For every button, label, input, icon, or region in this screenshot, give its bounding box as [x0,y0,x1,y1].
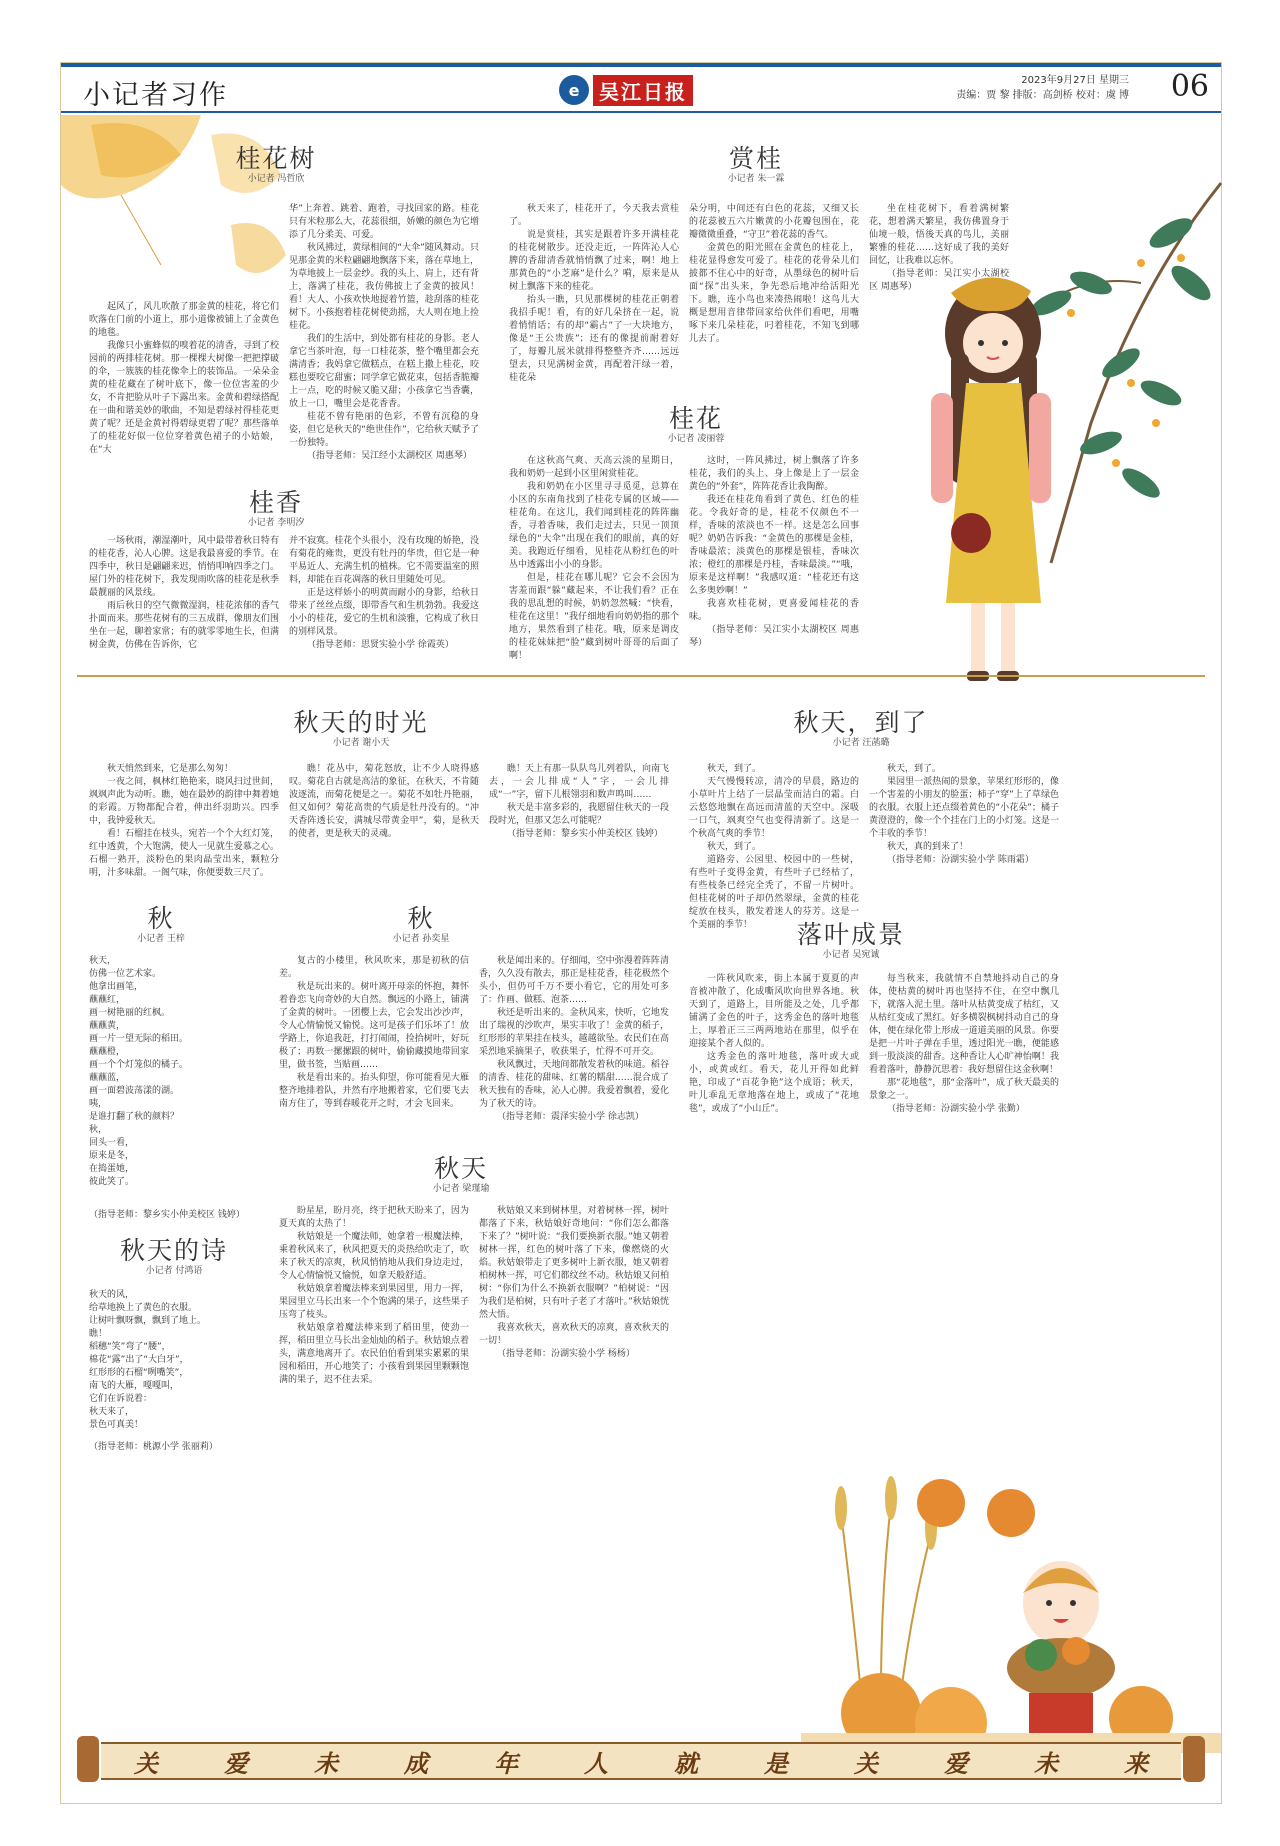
mentor-credit: （指导老师：吴江实小太湖校区 周惠琴） [869,269,1009,292]
poem-line: 画一个个灯笼似的橘子。 [89,1060,189,1070]
article-byline: 小记者 王梓 [137,934,185,944]
poem-line: 瞧！ [89,1329,108,1339]
poem-line: 红形形的石榴“咧嘴笑”， [89,1368,189,1378]
paragraph: 华”上奔着、跳着、跑着，寻找回家的路。桂花只有米粒那么大，花蕊很细，娇嫩的颜色为它增添了几分柔美、可爱。 [289,204,479,240]
article-column [289,203,479,513]
slogan-char: 关 [134,1748,158,1778]
poem-line: 秋天的风， [89,1290,135,1300]
paragraph: 秋天，真的到来了！ [887,842,969,852]
article-title: 落叶成景 [796,920,905,949]
poem-line: 蘸蘸蓝， [89,1073,126,1083]
poem-line: 秋天来了， [89,1407,135,1417]
paragraph: 我像只小蜜蜂似的嗅着花的清香，寻到了校园前的两排桂花树。那一棵棵大树像一把把撑破的伞，一簇簇的桂花像伞上的装饰品。一朵朵金黄的桂花藏在了树叶底下，像一位位害羞的少女，不肯把脸从叶子下露出来。金黄和碧绿搭配在一曲和谐美妙的歌曲，不知是碧绿衬得桂花更黄了呢？还是金黄衬得碧绿更碧了呢？那些落单了的桂花好似一位位穿着黄色裙子的小姑娘，在“大 [89,341,279,455]
slogan-char: 成 [404,1748,428,1778]
article-title: 桂花树 [235,144,317,173]
paragraph: 金黄色的阳光照在金黄色的桂花上，桂花显得愈发可爱了。桂花的花骨朵儿们披都不住心中的好奇，从墨绿色的树叶后面“探”出头来，争先恐后地冲给活阳光下。瞧，连小鸟也来凑热闹啦！这鸟儿大概是想用音律带回家给伙伴们看吧，用嘴啄下来几朵桂花，叼着桂花，不知飞到哪儿去了。 [689,243,859,344]
paragraph: 我喜欢桂花树，更喜爱闻桂花的香味。 [689,599,859,622]
slogan-char: 年 [494,1748,518,1778]
section-divider [77,675,1205,677]
article-byline: 小记者 凌丽蓉 [667,434,725,444]
paragraph: 抬头一瞧，只见那棵树的桂花正朝着我招手呢！看，有的好几朵挤在一起，说着悄悄话；有的却“霸占”了一大块地方，像是“王公贵族”；还有的像提前耐着好了，每瓣儿展米就排得整整齐齐……远远望去，只见满树金黄，再配着汗绿一着，桂花朵 [509,295,679,383]
article-column [89,301,279,509]
article-title: 秋 [147,904,175,933]
poem-line: 蘸蘸橙， [89,1047,126,1057]
poem-line: 让树叶飘呀飘，飘到了地上。 [89,1316,207,1326]
mentor-credit: （指导老师：思贤实验小学 徐霞英） [307,640,454,650]
article-column [509,203,679,413]
paragraph: 我和奶奶在小区里寻寻觅觅，总算在小区的东南角找到了桂花专属的区域——桂花角。在这儿，我们闻到桂花的阵阵幽香，寻着香味，我们走过去，只见一顶顶绿色的“大伞”出现在我们的眼前，真的好美。我跑近仔细看，见桂花从粉红色的叶丛中透露出小小的身影。 [509,482,679,570]
poem-line: 画一面碧波荡漾的湖。 [89,1086,180,1096]
editor-credits: 责编：贾 黎 排版：高剑桥 校对：虞 博 [956,90,1129,101]
paragraph: 桂花不曾有艳丽的色彩，不曾有沉稳的身姿，但它是秋天的“绝世佳作”，它给秋天赋予了一份独特。 [289,412,479,448]
paragraph: 雨后秋日的空气微微湿润，桂花浓郁的香气扑面而来。那些花树有的三五成群，像朋友们围坐在一起，聊着家常；有的就零零地生长，但满树金黄，仿佛在告诉你，它 [89,601,279,650]
article-title: 秋天，到了 [793,708,929,737]
paragraph: 一夜之间，枫林红艳艳来，晓风扫过世间，飒飒声此为动听。瞧，她在最妙的韵律中舞着她的彩霞。万物都配合着，伸出纤羽助兴。四季中，我钟爱秋天。 [89,777,279,826]
paragraph: 瞧！天上有那一队队鸟儿列着队，向南飞去，一会儿排成“人”字，一会儿排成“一”字，留下儿根翎羽和数声鸣叫…… [489,764,670,800]
article-title: 赏桂 [728,144,783,173]
poem-line: 它们在诉说着： [89,1394,153,1404]
paragraph: 秋姑娘拿着魔法棒来到了稻田里，使劲一挥，稻田里立马长出金灿灿的稻子。秋姑娘点着头，满意地离开了。农民伯伯看到果实累累的果园和稻田，开心地笑了；小孩看到果园里颗颗饱满的果子，迟不住去采。 [279,1323,469,1385]
paragraph: 秋天悄然到来，它是那么匆匆！ [107,764,234,774]
paragraph: 秋天来了，桂花开了，今天我去赏桂了。 [509,204,679,227]
poem-line: 秋， [89,1125,108,1135]
paragraph: 在这秋高气爽、天高云淡的星期日，我和奶奶一起到小区里闲赏桂花。 [509,456,679,479]
paragraph: 复古的小楼里，秋风吹来，那是初秋的信差。 [279,956,469,979]
newspaper-logo [559,75,693,105]
article-byline: 小记者 李明汐 [247,518,305,528]
footer-slogan [101,1742,1181,1780]
mentor-credit: （指导老师：汾湖实验小学 杨杨） [497,1349,635,1359]
mentor-credit: （指导老师：黎乡实小仲美校区 钱婷） [507,829,663,839]
article-column [89,763,279,891]
paragraph: 果园里一派热闹的景象，苹果红形形的，像一个害羞的小朋友的脸蛋；柿子“穿”上了草绿色的衣服。衣服上还点缀着黄色的“小花朵”；橘子黄澄澄的，像一个个挂在门上的小灯笼。这是一个丰收的季节！ [869,777,1059,839]
slogan-char: 关 [854,1748,878,1778]
poem-line: 在捣蛋她， [89,1164,135,1174]
article-column [489,763,669,891]
paragraph: 那“花地毯”，那“金落叶”，成了秋天最美的景象之一。 [869,1078,1059,1101]
scroll-end-right [1183,1736,1205,1782]
paragraph: 这时，一阵风拂过，树上飘落了许多桂花，我们的头上、身上像是上了一层金黄色的“外套”，阵阵花香让我陶醉。 [689,456,859,492]
article-column [869,973,1059,1203]
section-title: 小记者习作 [83,80,228,111]
mentor-credit: （指导老师：震泽实验小学 徐志凯） [497,1112,644,1122]
poem-line: 回头一看， [89,1138,135,1148]
paragraph: 每当秋来，我就情不自禁地抖动自己的身体，使枯黄的树叶再也坚持不住，在空中飘几下，就落入泥土里。落叶从枯黄变成了枯红，又从枯红变成了黑红。好多横裂枫树抖动自己的身体，便在绿化带上形成一道道美丽的风景。你要是把一片叶子弹在手里，透过阳光一瞧，便能感到一股淡淡的甜香。这种香让人心旷神怡啊！我看着落叶，静静沉思着：我好想留住这金秋啊！ [869,974,1059,1075]
paragraph: 坐在桂花树下，看着满树繁花，想着满天繁星，我仿佛置身于仙境一般，悟後天真的鸟儿，美丽繁雅的桂花……这好成了我的美好回忆，让我难以忘怀。 [869,204,1009,266]
poem-line: 彼此笑了。 [89,1177,135,1187]
paragraph: 正是这样娇小的明黄而耐小的身影，给秋日带来了丝丝点缀，即带香气和生机勃勃。我爱这小小的桂花，爱它的生机和淡雅，它构成了秋日的别样风景。 [289,588,479,637]
article-column [869,203,1009,333]
slogan-char: 爱 [944,1748,968,1778]
issue-meta [956,73,1129,103]
paragraph: 天气慢慢转凉，清冷的早晨，路边的小草叶片上结了一层晶莹而洁白的霜。白云悠悠地飘在高远而清蓝的天空中。深吸一口气，飒爽空气也变得清新了。这是一个秋高气爽的季节！ [689,777,859,839]
poem-line: 稻穗“笑”弯了“腰”， [89,1342,171,1352]
poem-line: 咦， [89,1099,108,1109]
paragraph: 一场秋雨，潮湿潮叶，风中最带着秋日特有的桂花香，沁人心脾。这是我最喜爱的季节。在四季中，秋日是翩翩来迟，悄悄叩响四季之门。屋门外的桂花树下，我发现雨吹落的桂花是秋季最靓丽的风景线。 [89,536,279,598]
article-column [279,1205,469,1415]
slogan-char: 是 [764,1748,788,1778]
paragraph: 秋是看出来的。抬头仰望，你可能看见大雁整齐地排着队，并然有序地搬着家，它们要飞去南方住了，等到春暖花开之时，才会飞回来。 [279,1073,469,1109]
paragraph: 朵分明，中间还有白色的花蕊，又细又长的花蕊被五六片嫩黄的小花瓣包围在，花瓣微微重叠，“守卫”着花蕊的香气。 [689,204,859,240]
paragraph: 秋风飘过，天地间都散发着秋的味道。稻谷的清香、桂花的甜味、红薯的糯甜……混合成了秋天独有的香味，沁人心脾。我爱着飘着，爱化为了秋天的诗。 [479,1060,669,1109]
poem-line: 蘸蘸黄， [89,1021,126,1031]
poem-line: 景色可真美！ [89,1420,144,1430]
paragraph: 秋姑娘拿着魔法棒来到果园里，用力一挥，果园里立马长出来一个个饱满的果子，这些果子压弯了枝头。 [279,1284,469,1320]
article-byline: 小记者 孙奕星 [392,934,450,944]
poem-line: 原来是冬， [89,1151,135,1161]
poem-line: 画一树艳丽的红枫。 [89,1008,171,1018]
paragraph: 秋风拂过，黄绿相间的“大伞”随风舞动。只见那金黄的米粒翩翩地飘落下来，落在草地上，为草地披上一层金纱。我的头上、肩上，还有背上，落满了桂花，我仿佛披上了金黄的披风！看！大人、小孩欢快地提着竹篮，趁刮落的桂花树下。小孩抱着桂花树使劲摇，大人则在地上捡桂花。 [289,243,479,331]
paragraph: 秋天，到了。 [887,764,942,774]
paragraph: 一阵秋风吹来，街上本属于夏夏的声音被冲散了，化成嘶风吹向世界各地。秋天到了，道路上，目所能及之处，几乎都铺满了金色的叶子，这秀金色的落叶地毯上，厚着正三三两两地站在那里，似乎在迎接某个者人似的。 [689,974,859,1049]
paragraph: 我们的生活中，到处都有桂花的身影。老人拿它当茶叶泡，每一口桂花茶，整个嘴里都会充满清香；我妈拿它做糕点，在糕上撒上桂花，咬糕也要咬它甜蜜；同学拿它做花束，包括香脆瓣上一点，吃的时候又脆又甜；小孩拿它当香囊，放上一口，嘴里会是花香香。 [289,334,479,409]
footer-slogan-scroll [71,1736,1211,1782]
paragraph: 秋是玩出来的。树叶离开母亲的怀抱，舞怀着眷恋飞向奇妙的大自然。飘远的小路上，铺满了金黄的树叶。一团樱上去，它会发出沙沙声，令人心情愉悦又愉悦。这可是孩子们乐坏了！放学路上，你追我赶，打打闹闹，捡拾树叶，好玩极了；再数一摞摞跟的树叶，偷偷藏摸地带回家里，做书签，当贴画…… [279,982,469,1070]
article-title: 桂花 [668,404,723,433]
article-column [289,535,479,665]
scroll-end-left [77,1736,99,1782]
paragraph: 我还在桂花角看到了黄色、红色的桂花。令我好奇的是，桂花不仅颜色不一样，香味的浓淡也不一样。这是怎么回事呢？奶奶告诉我：“金黄色的那棵是金桂，香味最浓；淡黄色的那棵是银桂，香味次浓；橙红的那棵是丹桂，香味最淡。”“哦，原来是这样啊！”我感叹道：“桂花还有这么多奥妙啊！” [689,495,859,596]
mentor-credit: （指导老师：黎乡实小仲美校区 钱婷） [89,1210,245,1220]
paragraph: 我喜欢秋天，喜欢秋天的凉爽，喜欢秋天的一切！ [479,1323,669,1346]
paragraph: 秋姑娘是一个魔法师，她拿着一根魔法棒，乘着秋风来了，秋风把夏天的炎热给吹走了，吹来了秋天的凉爽，秋风悄悄地从我们身边走过，令人心情愉悦又愉悦，如拿天般舒适。 [279,1232,469,1281]
poem-line: 画一片一望无际的稻田。 [89,1034,189,1044]
article-byline: 小记者 吴宛诚 [822,950,880,960]
slogan-char: 未 [1034,1748,1058,1778]
poem-line: 他拿出画笔， [89,982,144,992]
paragraph: 并不寂寞。桂花个头很小，没有玫瑰的娇艳，没有菊花的雍贵，更没有牡丹的华贵，但它是一种平易近人、充满生机的植株。它不需要温室的照料，却能在百花凋落的秋日里随处可见。 [289,536,479,585]
paragraph: 但是，桂花在哪儿呢？它会不会因为害羞而跟“躲”藏起来，不让我们看？正在我的思乱想的时候，奶奶忽然喊：“快看，桂花在这里！”我仔细地看向奶奶指的那个地方，果然看到了桂花。哦，原来是调皮的桂花妹妹把“脸”藏到树叶哥哥的后面了啊！ [509,573,679,661]
poem-column [89,1289,259,1439]
article-column [509,455,679,667]
newspaper-page [60,62,1222,1804]
paragraph: 秋是闻出来的。仔细闻，空中弥漫着阵阵清香，久久没有散去，那正是桂花香，桂花极然个头小，但仍可千万不要小看它，它的用处可多了：作画、做糕、泡茶…… [479,956,669,1005]
article-title: 秋 [407,904,435,933]
harvest-boy-illustration [801,1393,1221,1753]
poem-line: 给草地换上了黄色的衣服。 [89,1303,198,1313]
mentor-credit: （指导老师：桃源小学 张丽莉） [89,1442,218,1452]
paragraph: 说是赏桂，其实是跟着许多开满桂花的桂花树散步。还没走近，一阵阵沁人心脾的香甜清香就悄悄飘了过来，啊！地上那黄色的“小芝麻”是什么？嗬，原来是从树上飘落下来的桂花。 [509,230,679,292]
mentor-credit: （指导老师：吴江实小太湖校区 周惠琴） [689,625,859,648]
paragraph: 秋天，到了。 [707,764,762,774]
paragraph: 起风了，风儿吹散了那金黄的桂花，将它们吹落在门前的小道上，那小道像被铺上了金黄色的地毯。 [89,302,279,338]
paragraph: 秋姑娘又来到树林里，对着树林一挥，树叶都落了下来，秋姑娘好奇地问：“你们怎么都落下来了？”树叶说：“我们要换新衣服。”她又朝着树林一挥，红色的树叶落了下来，像燃烧的火焰。秋姑娘带走了更多树叶上新衣服，她又朝着柏树林一挥，可它们都纹丝不动。秋姑娘又问柏树：“你们为什么不换新衣服啊？”柏树说：“因为我们是柏树，只有叶子老了才落叶。”秋姑娘恍然大悟。 [479,1206,669,1320]
poem-line: 南飞的大雁，嘎嘎叫， [89,1381,180,1391]
article-title: 秋天 [433,1154,488,1183]
paragraph: 道路旁、公园里、校园中的一些树，有些叶子变得金黄，有些叶子已经枯了，有些枝条已经完全秃了，不留一片树叶。但桂花树的叶子却仍然翠绿，金黄的桂花绽放在枝头，散发着迷人的芬芳。这是一个美丽的季节！ [689,855,859,930]
paragraph: 秋还是听出来的。金秋风来，快听，它地发出了瑞视的沙吹声，果实丰收了！金黄的稻子，红形形的苹果挂在枝头，越越欲坠。农民们在高采烈地采摘果子，收获果子，忙得不可开交。 [479,1008,669,1057]
poem-line: 秋天， [89,956,117,966]
article-title: 秋天的诗 [119,1236,228,1265]
mentor-credit: （指导老师：吴江经小太湖校区 周惠琴） [307,451,472,461]
slogan-char: 就 [674,1748,698,1778]
slogan-char: 爱 [224,1748,248,1778]
mentor-credit: （指导老师：汾湖实验小学 陈雨霜） [887,855,1034,865]
paragraph: 看！石榴挂在枝头，宛若一个个大红灯笼，红中透黄，个大饱满，使人一见就生爱慕之心。石榴一熟开，淡粉色的果肉晶莹出来，颗粒分明，汁多味甜。一阁气味，你便要数三尺了。 [89,829,279,878]
page-number: 06 [1170,69,1209,104]
article-byline: 小记者 付鸿语 [145,1266,203,1276]
logo-text: 吴江日报 [593,75,693,106]
poem-line: 棉花“露”出了“大白牙”， [89,1355,189,1365]
article-column [89,535,279,665]
poem-column [89,955,259,1205]
paragraph: 秋天是丰富多彩的，我愿留住秋天的一段段时光，但那又怎么可能呢？ [489,803,670,826]
article-column [689,455,859,667]
article-column [689,763,859,930]
paragraph: 盼星星，盼月亮，终于把秋天盼来了，因为夏天真的太热了！ [279,1206,469,1229]
poem-line: 蘸蘸红， [89,995,126,1005]
article-byline: 小记者 朱一霖 [727,174,785,184]
logo-mark-icon: e [559,75,589,105]
article-column [289,763,479,891]
paragraph: 这秀金色的落叶地毯，落叶或大或小，或黄或红。看天，花儿开得如此鲜艳，印成了“百花争艳”这个成语；秋天，叶儿乖乱无章地落在地上，或成了“花地毯”，或成了“小山丘”。 [689,1052,859,1114]
article-byline: 小记者 冯哲欣 [247,174,305,184]
article-column [479,1205,669,1415]
paragraph: 瞧！花丛中，菊花怒放，让不少人晓得感叹。菊花自古就是高洁的象征，在秋天，不肯随波逐流，而菊花便是之一。菊花不如牡丹艳丽，但又如何？菊花高贵的气质是牡丹没有的。“冲天香阵透长安，满城尽带黄金甲”，菊，是秋天的使者，更是秋天的灵魂。 [289,764,479,839]
issue-date: 2023年9月27日 星期三 [1021,75,1129,86]
article-title: 秋天的时光 [293,708,429,737]
article-title: 桂香 [248,488,303,517]
article-column [689,203,859,413]
masthead [61,63,1221,113]
mentor-credit: （指导老师：汾湖实验小学 张勤） [887,1104,1025,1114]
article-column [689,973,859,1203]
poem-line: 仿佛一位艺术家。 [89,969,162,979]
article-byline: 小记者 谢小天 [332,738,390,748]
poem-line: 是谁打翻了秋的颜料？ [89,1112,180,1122]
article-byline: 小记者 汪菡璐 [832,738,890,748]
slogan-char: 未 [314,1748,338,1778]
slogan-char: 来 [1124,1748,1148,1778]
slogan-char: 人 [584,1748,608,1778]
article-byline: 小记者 梁瑾瑜 [432,1184,490,1194]
article-column [869,763,1059,891]
paragraph: 秋天，到了。 [707,842,762,852]
